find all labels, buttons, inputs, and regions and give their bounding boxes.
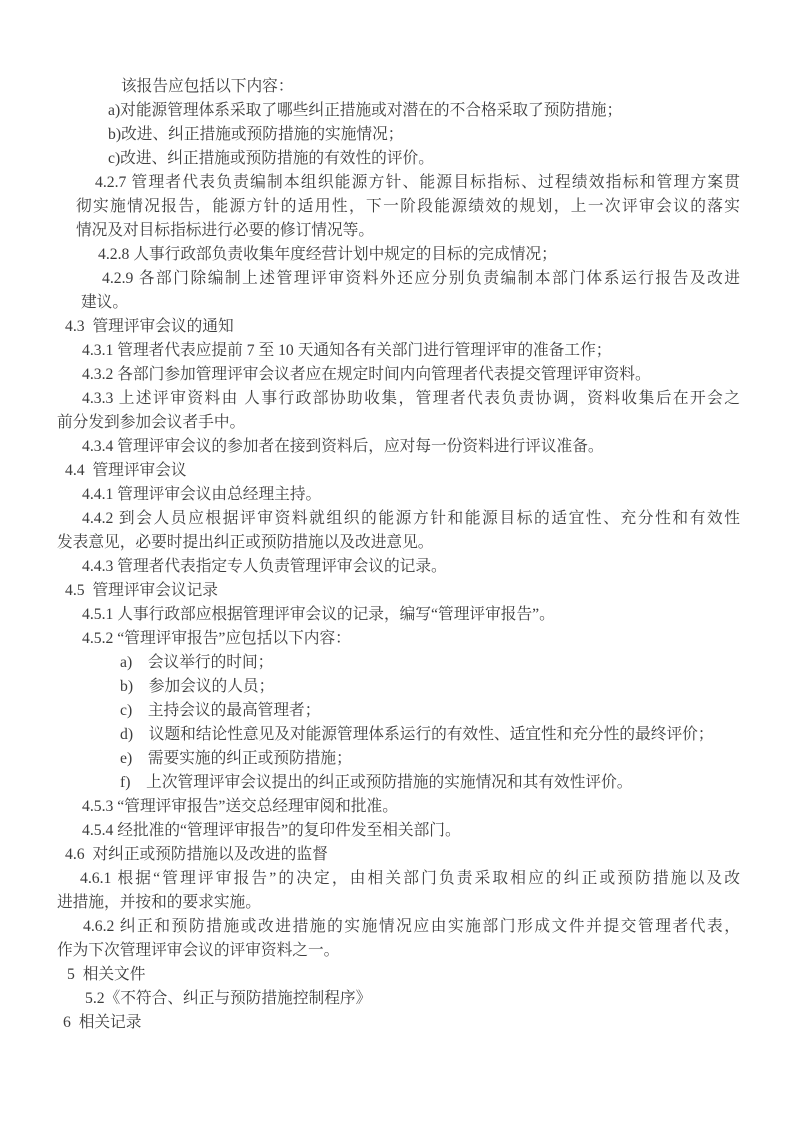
list-item: f) 上次管理评审会议提出的纠正或预防措施的实施情况和其有效性评价。 bbox=[120, 774, 633, 791]
list-item: c)改进、纠正措施或预防措施的有效性的评价。 bbox=[108, 150, 434, 167]
paragraph-line: 彻实施情况报告，能源方针的适用性，下一阶段能源绩效的规划，上一次评审会议的落实 bbox=[76, 198, 740, 215]
paragraph-line: 4.6.1 根据“管理评审报告”的决定，由相关部门负责采取相应的纠正或预防措施以及改 bbox=[80, 870, 740, 887]
list-item: e) 需要实施的纠正或预防措施； bbox=[120, 750, 352, 767]
paragraph-line: 发表意见，必要时提出纠正或预防措施以及改进意见。 bbox=[57, 534, 434, 551]
section-heading: 4.5 管理评审会议记录 bbox=[65, 582, 218, 599]
paragraph-line: 4.5.1 人事行政部应根据管理评审会议的记录，编写“管理评审报告”。 bbox=[82, 606, 555, 623]
paragraph-line: 建议。 bbox=[81, 294, 129, 311]
section-heading: 4.6 对纠正或预防措施以及改进的监督 bbox=[65, 846, 328, 863]
list-item: b)改进、纠正措施或预防措施的实施情况； bbox=[108, 126, 404, 143]
section-heading: 4.4 管理评审会议 bbox=[65, 462, 187, 479]
paragraph-line: 4.5.2 “管理评审报告”应包括以下内容： bbox=[82, 630, 351, 647]
list-item: d) 议题和结论性意见及对能源管理体系运行的有效性、适宜性和充分性的最终评价； bbox=[120, 726, 714, 743]
paragraph-line: 4.5.3 “管理评审报告”送交总经理审阅和批准。 bbox=[82, 798, 398, 815]
paragraph-line: 4.3.2 各部门参加管理评审会议者应在规定时间内向管理者代表提交管理评审资料。 bbox=[82, 366, 651, 383]
paragraph-line: 4.4.3 管理者代表指定专人负责管理评审会议的记录。 bbox=[82, 558, 447, 575]
paragraph-line: 4.6.2 纠正和预防措施或改进措施的实施情况应由实施部门形成文件并提交管理者代表， bbox=[83, 918, 740, 935]
paragraph-line: 4.4.2 到会人员应根据评审资料就组织的能源方针和能源目标的适宜性、充分性和有效性 bbox=[82, 510, 740, 527]
paragraph-line: 进措施，并按和的要求实施。 bbox=[57, 894, 261, 911]
paragraph-line: 该报告应包括以下内容： bbox=[121, 78, 294, 95]
paragraph-line: 4.2.8 人事行政部负责收集年度经营计划中规定的目标的完成情况； bbox=[98, 246, 557, 263]
paragraph-line: 5.2《不符合、纠正与预防措施控制程序》 bbox=[85, 990, 372, 1007]
section-heading: 4.3 管理评审会议的通知 bbox=[65, 318, 234, 335]
paragraph-line: 4.5.4 经批准的“管理评审报告”的复印件发至相关部门。 bbox=[82, 822, 461, 839]
paragraph-line: 情况及对目标指标进行必要的修订情况等。 bbox=[76, 222, 375, 239]
paragraph-line: 4.4.1 管理评审会议由总经理主持。 bbox=[82, 486, 322, 503]
section-heading: 6 相关记录 bbox=[63, 1014, 142, 1031]
paragraph-line: 4.2.7 管理者代表负责编制本组织能源方针、能源目标指标、过程绩效指标和管理方案贯 bbox=[95, 174, 740, 191]
section-heading: 5 相关文件 bbox=[67, 966, 146, 983]
paragraph-line: 4.3.3 上述评审资料由 人事行政部协助收集，管理者代表负责协调，资料收集后在开会之 bbox=[82, 390, 740, 407]
paragraph-line: 作为下次管理评审会议的评审资料之一。 bbox=[57, 942, 340, 959]
paragraph-line: 4.2.9 各部门除编制上述管理评审资料外还应分别负责编制本部门体系运行报告及改进 bbox=[102, 270, 740, 287]
list-item: a)对能源管理体系采取了哪些纠正措施或对潜在的不合格采取了预防措施； bbox=[108, 102, 623, 119]
paragraph-line: 4.3.1 管理者代表应提前 7 至 10 天通知各有关部门进行管理评审的准备工作； bbox=[82, 342, 612, 359]
list-item: b) 参加会议的人员； bbox=[120, 678, 275, 695]
list-item: c) 主持会议的最高管理者； bbox=[120, 702, 321, 719]
paragraph-line: 前分发到参加会议者手中。 bbox=[57, 414, 246, 431]
paragraph-line: 4.3.4 管理评审会议的参加者在接到资料后，应对每一份资料进行评议准备。 bbox=[82, 438, 604, 455]
document-page bbox=[57, 75, 740, 1035]
list-item: a) 会议举行的时间； bbox=[120, 654, 274, 671]
